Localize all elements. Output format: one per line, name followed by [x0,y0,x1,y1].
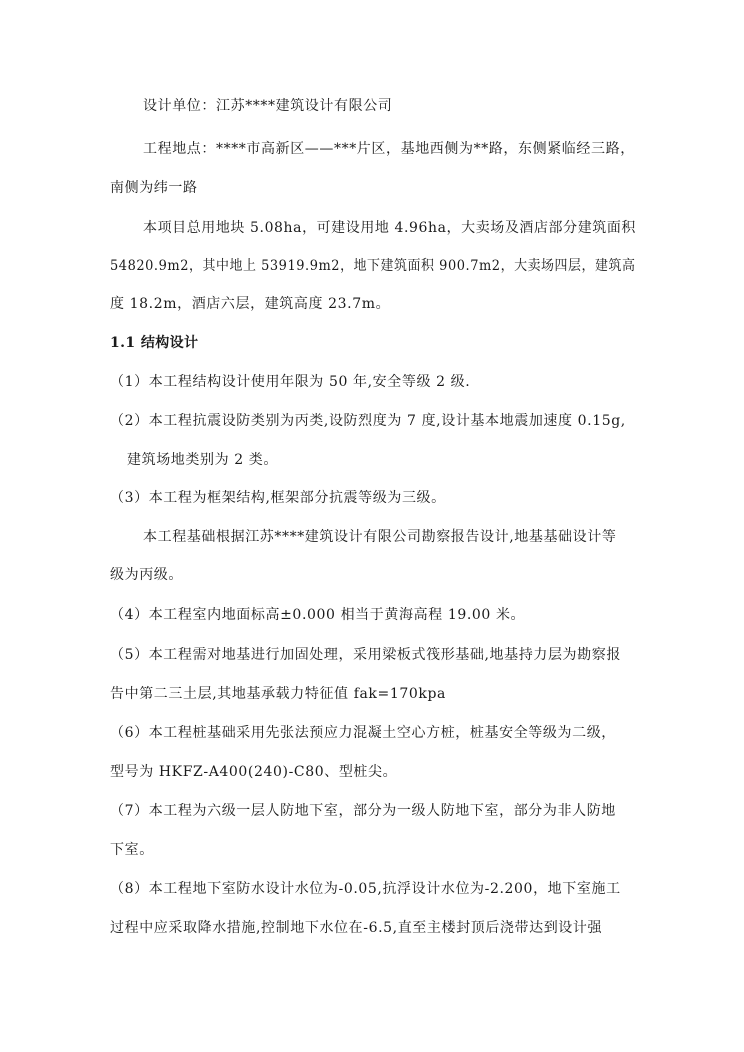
item-5-line-2: 告中第二三土层,其地基承载力特征值 fak=170kpa [110,686,446,702]
item-4: （4）本工程室内地面标高±0.000 相当于黄海高程 19.00 米。 [110,607,526,623]
area-line-1: 本项目总用地块 5.08ha，可建设用地 4.96ha，大卖场及酒店部分建筑面积 [143,220,636,236]
area-line-2: 54820.9m2，其中地上 53919.9m2，地下建筑面积 900.7m2，大卖场四层，建筑高 [110,258,636,274]
design-unit-line: 设计单位：江苏****建筑设计有限公司 [143,98,393,114]
foundation-line-1: 本工程基础根据江苏****建筑设计有限公司勘察报告设计,地基基础设计等 [143,529,617,545]
item-3: （3）本工程为框架结构,框架部分抗震等级为三级。 [110,490,446,506]
item-1: （1）本工程结构设计使用年限为 50 年,安全等级 2 级. [110,374,471,390]
item-7-line-1: （7）本工程为六级一层人防地下室，部分为一级人防地下室，部分为非人防地 [110,803,616,819]
item-6-line-2: 型号为 HKFZ-A400(240)-C80、型桩尖。 [110,764,398,780]
item-2-line-2: 建筑场地类别为 2 类。 [127,452,279,468]
location-line-2: 南侧为纬一路 [110,180,198,196]
item-7-line-2: 下室。 [110,842,154,858]
item-8-line-2: 过程中应采取降水措施,控制地下水位在-6.5,直至主楼封顶后浇带达到设计强 [110,920,603,936]
item-2-line-1: （2）本工程抗震设防类别为丙类,设防烈度为 7 度,设计基本地震加速度 0.15g, [110,413,626,429]
section-heading: 1.1 结构设计 [110,335,199,351]
item-6-line-1: （6）本工程桩基础采用先张法预应力混凝土空心方桩，桩基安全等级为二级， [110,725,616,741]
item-8-line-1: （8）本工程地下室防水设计水位为-0.05,抗浮设计水位为-2.200，地下室施工 [110,881,621,897]
area-line-3: 度 18.2m，酒店六层，建筑高度 23.7m。 [110,296,391,312]
location-line-1: 工程地点：****市高新区——***片区，基地西侧为**路，东侧紧临经三路， [143,141,635,157]
foundation-line-2: 级为丙级。 [110,567,183,583]
item-5-line-1: （5）本工程需对地基进行加固处理，采用梁板式筏形基础,地基持力层为勘察报 [110,647,621,663]
